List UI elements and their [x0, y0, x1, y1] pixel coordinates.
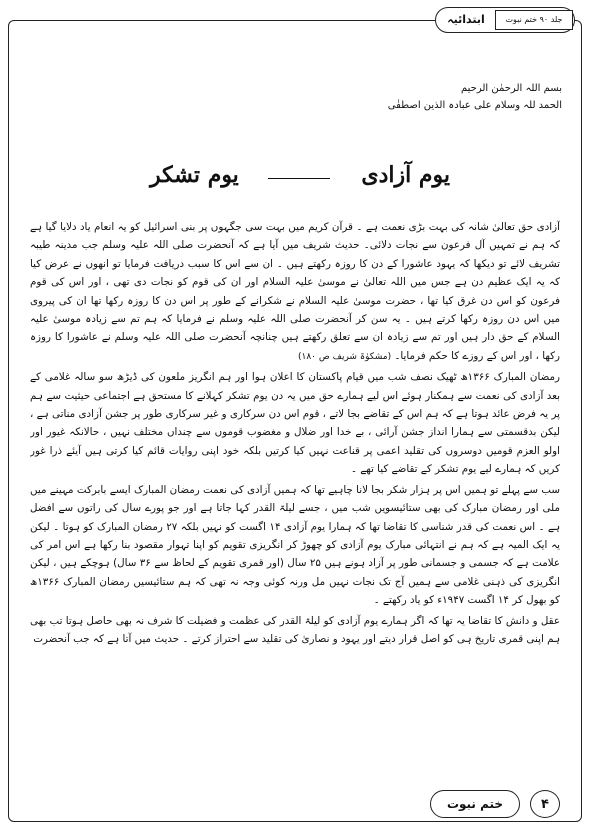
page-number: ۴ — [530, 790, 560, 818]
basmala-line: بسم اللہ الرحمٰن الرحیم — [460, 83, 562, 94]
paragraph-3: سب سے پہلے تو ہمیں اس پر ہزار شکر بجا لانا چاہیے تھا کہ ہمیں آزادی کی نعمت رمضان المبارک ایسے بابرکت مہینے میں ملی اور رمضان مبارک کی بھی ستائیسویں شب میں ، جسے لیلۃ القدر کہا جاتا ہے اور جو پورے سال کی راتوں سے افضل ہے ۔ اس نعمت کی قدر شناسی کا تقاضا تھا کہ ہمارا یوم آزادی ۱۴ اگست کو نہیں بلکہ ۲۷ رمضان المبارک کو ہوتا ۔ لیکن یہ ایک المیہ ہے کہ ہم نے انتہائی مبارک یوم آزادی کو چھوڑ کر انگریزی تقویم کو اپنا تہوار مقصود بنا رکھا ہے اس امر کی علامت ہے کہ جسمی و جسمانی طور پر آزاد ہونے ہیں ۲۵ سال (اور قمری تقویم کے لحاظ سے ۳۶ سال) ہوچکے ہیں ، لیکن انگریزی کی ذہنی غلامی سے ہمیں آج تک نجات نہیں مل ورنہ کوئی وجہ نہ تھی کہ ہم ستائیسیں رمضان المبارک ۱۳۶۶ھ کو بھول کر ۱۴ اگست ۱۹۴۷ء کو یاد رکھتے ۔ — [30, 483, 560, 607]
title-dash — [268, 178, 330, 179]
reference-citation: (مشکوٰۃ شریف ص ۱۸۰) — [298, 351, 392, 362]
title-left: یوم تشکر — [150, 162, 239, 188]
paragraph-4: عقل و دانش کا تقاضا یہ تھا کہ اگر ہمارے یوم آزادی کو لیلۃ القدر کی عظمت و فضیلت کا شرف نہ بھی حاصل ہوتا تب بھی ہم اپنی قمری تاریخ ہی کو اصل قرار دیتے اور یہود و نصاریٰ کی تقلید سے احتراز کرتے ۔ حدیث میں آتا ہے کہ جب آنحضرت — [30, 614, 560, 645]
article-title — [150, 148, 450, 208]
article-body — [30, 218, 560, 758]
paragraph-1-text: آزادی حق تعالیٰ شانہ کی بہت بڑی نعمت ہے ۔ قرآن کریم میں بہت سی جگہوں پر بنی اسرائیل کو یہ انعام یاد دلایا گیا ہے کہ ہم نے تمہیں آل فرعون سے نجات دلائی۔ حدیث شریف میں آیا ہے کہ آنحضرت صلی اللہ علیہ وسلم جب مدینہ طیبہ تشریف لائے تو دیکھا کہ یہود عاشورا کے دن کا روزہ رکھتے ہیں ۔ ان سے اس کا سبب دریافت فرمایا تو انھوں نے عرض کیا کہ یہ ایک عظیم دن ہے جس میں اللہ تعالیٰ نے موسیٰ علیہ السلام اور ان کی قوم کو نجات دی تھی ، اور اس کی قوم فرعون کو اس دن غرق کیا تھا ، حضرت موسیٰ علیہ السلام نے شکرانے کے طور پر اس دن کا روزہ رکھا تھا ان کی پیروی میں اس دن روزہ رکھا کرتے ہیں ۔ یہ سن کر آنحضرت صلی اللہ علیہ وسلم نے فرمایا کہ ہم تم سے زیادہ موسیٰ علیہ السلام کے حق دار ہیں اور تم سے زیادہ ان سے تعلق رکھتے ہیں چنانچہ آنحضرت صلی اللہ علیہ وسلم نے عاشورا کا روزہ رکھا ، اور اس کے روزے کا حکم فرمایا۔ — [30, 221, 560, 362]
hamd-line: الحمد للہ وسلام علی عبادہ الذین اصطفٰی — [387, 100, 562, 111]
paragraph-2: رمضان المبارک ۱۳۶۶ھ ٹھیک نصف شب میں قیام پاکستان کا اعلان ہوا اور ہم انگریز ملعون کی ڈیڑھ سو سالہ غلامی کے بعد آزادی کی نعمت سے ہمکنار ہوئے اس لیے ہمارے حق میں یہ دن یوم تشکر کہلانے کا مستحق ہے اجتماعی حیثیت سے ہم پر یہ فرض عائد ہوتا ہے کہ ہم اس کے تقاضے بجا لاتے ، قوم اس دن سرکاری و غیر سرکاری طور پر جشن آزادی مناتی ہے ، لیکن بدقسمتی سے ہمارا انداز جشن آرائی ، بے خدا اور ضلال و مغضوب قوموں سے چنداں مختلف نہیں ، حالانکہ غیور اور اولو العزم قومیں دوسروں کی تقلید اعمی پر قناعت نہیں کیا کرتیں بلکہ خود اپنی روایات قائم کیا کرتی ہیں آیئے ذرا غور کریں کہ ہمارے لیے یوم تشکر کے تقاضے کیا تھے ۔ — [30, 371, 560, 476]
paragraph-1 — [30, 218, 560, 366]
magazine-stamp: جلد ۹۰ ختم نبوت — [495, 10, 573, 30]
basmala-block — [362, 80, 562, 114]
magazine-name-badge: ختم نبوت — [430, 790, 520, 818]
section-title: ابتدائیہ — [447, 13, 485, 26]
title-right: یوم آزادی — [361, 162, 450, 188]
